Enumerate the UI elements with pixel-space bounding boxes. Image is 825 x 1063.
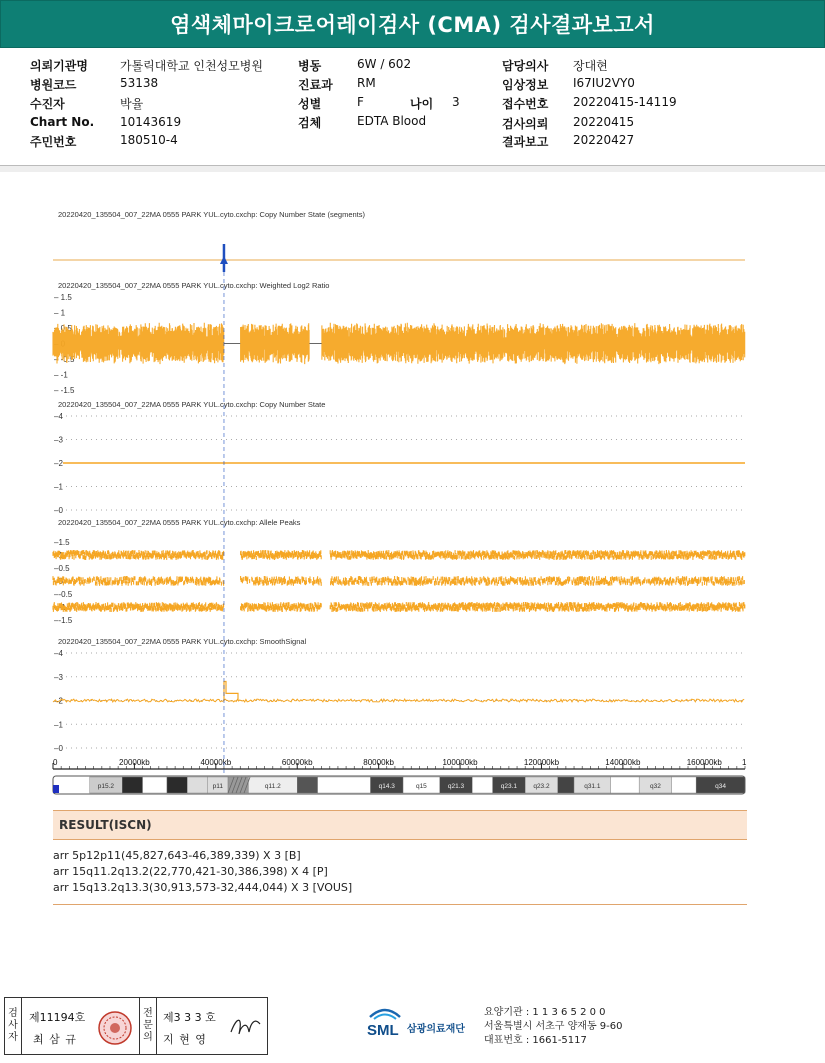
examinee-label: 수진자 [30, 97, 65, 111]
x-axis-tick-label: 20000kb [119, 758, 150, 767]
smooth-tick-label: –1 [54, 720, 63, 730]
divider [156, 998, 157, 1054]
ideogram-band [143, 777, 167, 793]
allele-tick-label: –0 [54, 577, 63, 586]
specialist-label: 전문의 [143, 1008, 153, 1043]
ideogram-band-label: q14.3 [378, 783, 395, 790]
specialist-license: 제3 3 3 호 [163, 1011, 216, 1024]
allele-band-series [53, 576, 744, 586]
age-value: 3 [452, 95, 460, 109]
sex-value: F [357, 95, 364, 109]
smooth-series [53, 699, 744, 702]
result-header: RESULT(ISCN) [59, 818, 152, 832]
ideogram-band [611, 777, 639, 793]
specimen-value: EDTA Blood [357, 114, 427, 128]
log2-series [53, 323, 745, 364]
x-axis-tick-label: 140000kb [605, 758, 641, 767]
clinical-label: 임상정보 [502, 78, 549, 92]
signature-box [4, 997, 268, 1055]
chromosome-marker [53, 785, 59, 793]
x-axis-tick-label: 160000kb [686, 758, 722, 767]
chart-svg [0, 172, 825, 802]
microarray-plot [0, 172, 825, 802]
ideogram-band-label: q34 [715, 783, 727, 790]
ward-label: 병동 [298, 59, 322, 73]
divider [21, 998, 22, 1054]
x-axis-tick-label: 40000kb [200, 758, 232, 767]
ideogram-band-label: q23.1 [500, 783, 518, 790]
divider [139, 998, 140, 1054]
log2-tick-label: – 0.5 [54, 324, 72, 333]
signature-icon [227, 1012, 263, 1042]
ideogram-band [167, 777, 187, 793]
smooth-tick-label: –3 [54, 672, 63, 682]
doctor-label: 담당의사 [502, 59, 549, 73]
allele-tick-label: –1.5 [54, 538, 70, 547]
contact-info [484, 1006, 623, 1048]
smooth-tick-label: –0 [54, 744, 63, 753]
seal-icon [97, 1010, 133, 1046]
ideogram-band [672, 777, 696, 793]
smooth-peak [224, 682, 238, 701]
allele-tick-label: –0.5 [54, 564, 70, 573]
x-axis-tick-label: 80000kb [363, 758, 394, 767]
id-no-label: 주민번호 [30, 135, 77, 149]
log2-tick-label: – 1.5 [54, 293, 72, 302]
result-header-box [53, 810, 747, 840]
report-date-value: 20220427 [573, 133, 635, 147]
log2-tick-label: – -1 [54, 370, 68, 380]
ideogram-band-label: p11 [212, 783, 224, 790]
contact-address: 서울특별시 서초구 양재동 9-60 [484, 1021, 623, 1032]
ideogram-band [472, 777, 492, 793]
log2-tick-label: – -1.5 [54, 386, 75, 395]
clinical-value: I67IU2VY0 [573, 76, 635, 90]
report-date-label: 결과보고 [502, 135, 549, 149]
cnstate-tick-label: –1 [54, 482, 63, 492]
receipt-value: 20220415-14119 [573, 95, 677, 109]
request-date-label: 검사의뢰 [502, 117, 549, 131]
ward-value: 6W / 602 [357, 57, 412, 71]
smooth-tick-label: –4 [54, 649, 63, 658]
institution-value: 가톨릭대학교 인천성모병원 [120, 59, 263, 73]
ideogram-band [122, 777, 142, 793]
ideogram-band-label: p15.2 [97, 783, 115, 790]
dept-label: 진료과 [298, 78, 333, 92]
log2-tick-label: – 0 [54, 339, 66, 349]
allele-band-series [53, 550, 745, 560]
x-axis-tick-label: 0 [53, 758, 58, 767]
contact-phone: 대표번호 : 1661-5117 [484, 1035, 587, 1046]
patient-info [0, 48, 825, 166]
track-title-log2: 20220420_135504_007_22MA 0555 PARK YUL.cyto.cxchp: Weighted Log2 Ratio [58, 281, 330, 290]
ideogram-band-label: q11.2 [264, 783, 281, 790]
cnstate-tick-label: –3 [54, 435, 63, 445]
report-title: 염색체마이크로어레이검사 (CMA) 검사결과보고서 [170, 13, 655, 37]
ideogram-band [297, 777, 317, 793]
result-divider [53, 904, 747, 905]
sex-label: 성별 [298, 97, 322, 111]
cnstate-tick-label: –2 [54, 459, 63, 468]
chart-no-value: 10143619 [120, 115, 182, 129]
allele-band-series [53, 602, 745, 612]
reviewer-label: 검사자 [8, 1008, 18, 1043]
report-title-bar [0, 0, 825, 48]
dept-value: RM [357, 76, 376, 90]
x-axis-tick-label: 100000kb [442, 758, 478, 767]
doctor-value: 장대현 [573, 59, 608, 73]
allele-tick-label: –-0.5 [54, 590, 73, 599]
specialist-name: 지 현 영 [163, 1033, 207, 1046]
reviewer-license: 제11194호 [29, 1011, 86, 1024]
ideogram-band-label: q23.2 [533, 783, 550, 790]
allele-tick-label: –-1.5 [54, 616, 73, 625]
examinee-value: 박율 [120, 97, 144, 111]
sml-logo-text: SML [367, 1022, 399, 1039]
ideogram-band-label: q21.3 [447, 783, 465, 790]
hospital-code-value: 53138 [120, 76, 159, 90]
contact-code: 요양기관 : 1 1 3 6 5 2 0 0 [484, 1007, 606, 1018]
x-axis-tick-label: 120000kb [523, 758, 560, 767]
ideogram-band [318, 777, 371, 793]
result-line: arr 15q11.2q13.2(22,770,421-30,386,398) X 4 [P] [53, 865, 328, 878]
ideogram-band [558, 777, 574, 793]
receipt-label: 접수번호 [502, 97, 549, 111]
reviewer-name: 최 삼 규 [33, 1033, 77, 1046]
log2-tick-label: – -0.5 [54, 355, 75, 364]
institution-label: 의뢰기관명 [30, 59, 88, 73]
cnstate-tick-label: –0 [54, 506, 63, 515]
chart-no-label: Chart No. [30, 115, 95, 129]
result-lines [53, 848, 747, 896]
track-title-cnstate: 20220420_135504_007_22MA 0555 PARK YUL.cyto.cxchp: Copy Number State [58, 400, 326, 409]
smooth-tick-label: –2 [54, 696, 63, 706]
org-name: 삼광의료재단 [407, 1024, 465, 1035]
hospital-code-label: 병원코드 [30, 78, 77, 92]
ideogram-band [187, 777, 207, 793]
age-label: 나이 [410, 97, 434, 111]
ideogram-band-label: q15 [415, 783, 427, 790]
id-no-value: 180510-4 [120, 133, 178, 147]
cnstate-tick-label: –4 [54, 412, 63, 421]
allele-tick-label: –1 [54, 551, 63, 560]
x-axis-end-label: 1 [742, 758, 747, 767]
specimen-label: 검체 [298, 116, 322, 130]
result-line: arr 5p12p11(45,827,643-46,389,339) X 3 [B] [53, 849, 301, 862]
result-line: arr 15q13.2q13.3(30,913,573-32,444,044) X 3 [VOUS] [53, 881, 353, 894]
track-title-smooth: 20220420_135504_007_22MA 0555 PARK YUL.cyto.cxchp: SmoothSignal [58, 637, 307, 646]
sml-logo-icon [364, 1005, 406, 1041]
ideogram-band-label: q31.1 [584, 783, 601, 790]
x-axis-tick-label: 60000kb [281, 758, 313, 767]
log2-tick-label: – 1 [54, 308, 66, 318]
request-date-value: 20220415 [573, 115, 635, 129]
ideogram-band-label: q32 [650, 783, 661, 790]
track-title-segments: 20220420_135504_007_22MA 0555 PARK YUL.cyto.cxchp: Copy Number State (segments) [58, 210, 365, 219]
track-title-allele: 20220420_135504_007_22MA 0555 PARK YUL.cyto.cxchp: Allele Peaks [58, 518, 301, 527]
allele-tick-label: –-1 [54, 603, 66, 612]
